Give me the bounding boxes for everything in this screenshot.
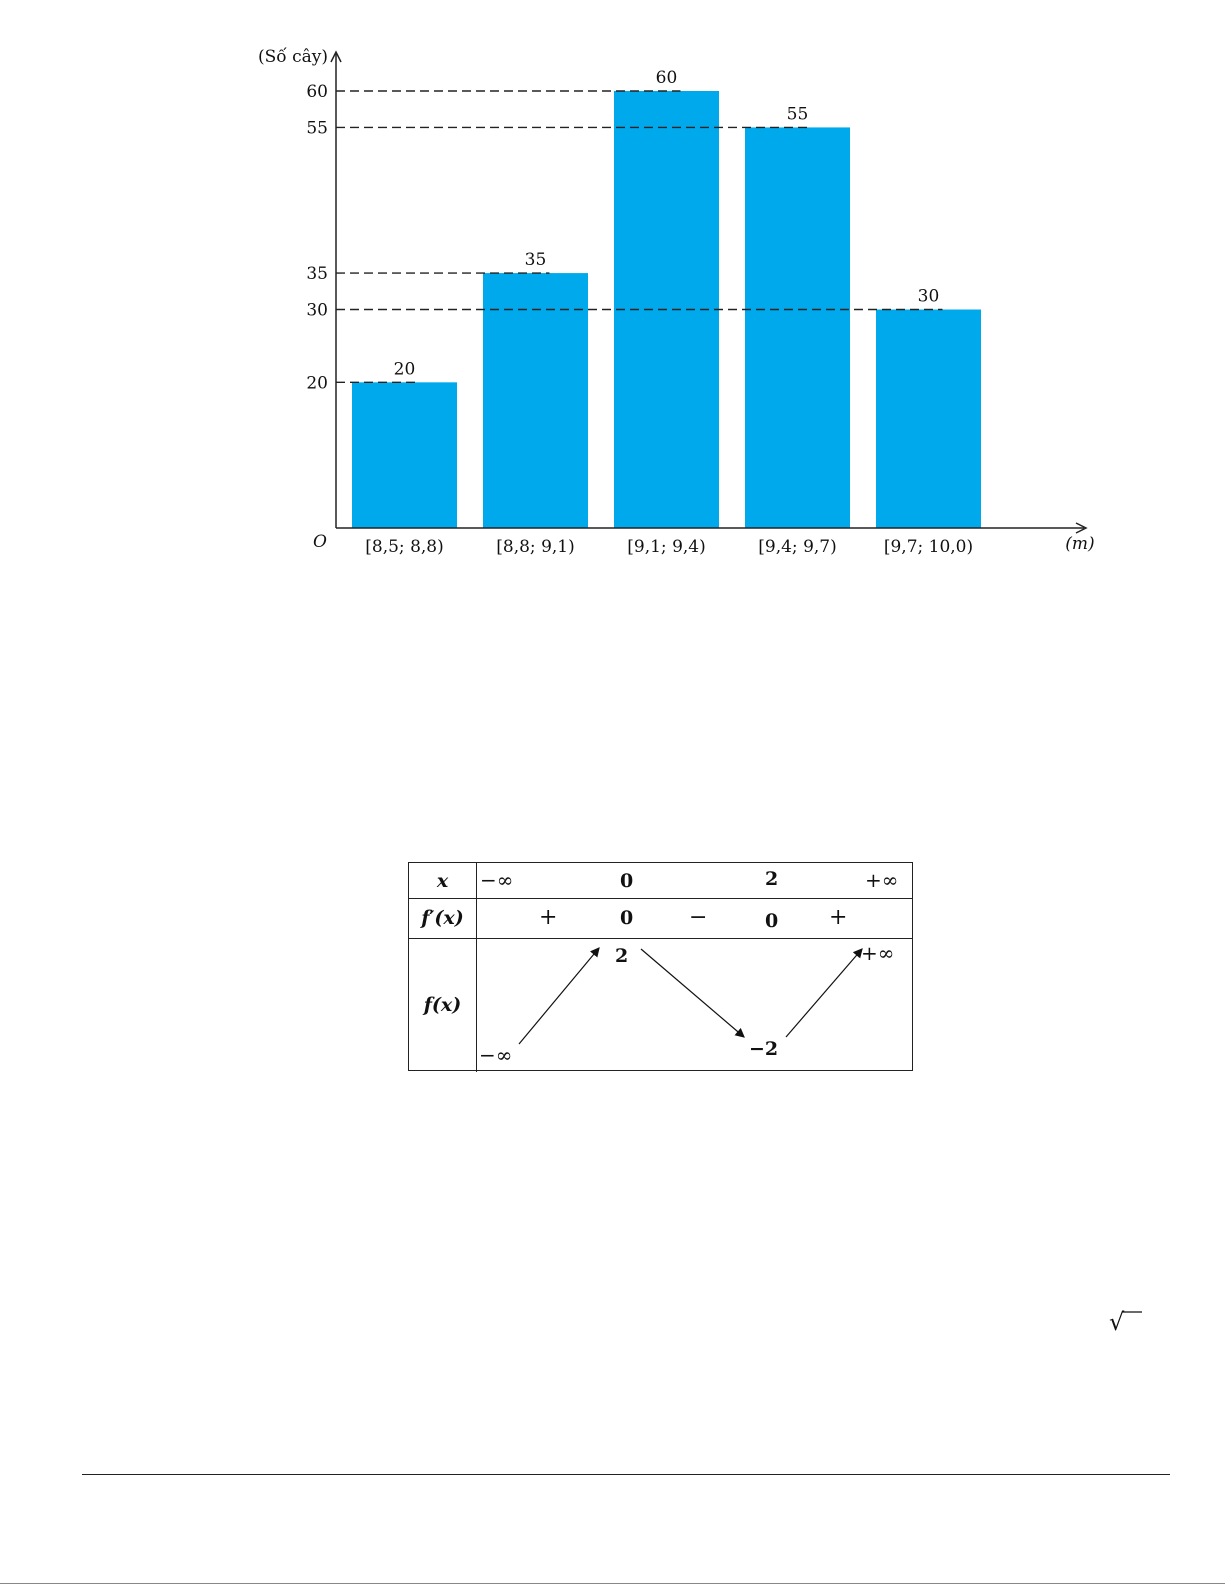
vt-header-fprime: f′(x) [409,898,477,938]
data-label-3: 60 [655,68,678,88]
bottom-rule [0,1583,1225,1584]
vt-fprime-minus: − [689,905,708,930]
footer-rule [82,1474,1170,1475]
x-tick-label-4: [9,4; 9,7) [758,537,837,557]
bar-4 [745,127,850,528]
vt-fprime-zero-1: 0 [620,907,634,929]
vt-fprime-zero-2: 0 [765,910,779,932]
arrow-increase-2 [786,949,862,1037]
vt-x-two: 2 [765,868,779,890]
x-tick-label-5: [9,7; 10,0) [883,537,974,557]
histogram-chart [0,0,1225,580]
vt-f-min-neg2: −2 [749,1038,779,1060]
vt-x-pos-inf: +∞ [865,868,899,892]
arrow-decrease [641,949,744,1037]
vt-f-pos-inf: +∞ [861,941,895,965]
x-tick-labels [365,537,973,557]
vt-header-x: x [409,863,477,898]
bar-1 [352,382,457,528]
data-label-4: 55 [786,104,809,125]
y-tick-label-2: 30 [306,300,328,321]
origin-label: O [313,532,327,552]
vt-header-f: f(x) [409,938,477,1072]
arrow-increase-1 [519,948,599,1044]
vt-x-neg-inf: −∞ [480,868,514,892]
vt-fprime-plus-2: + [829,905,848,930]
y-tick-label-5: 60 [306,82,328,102]
x-axis-label: (m) [1065,534,1095,554]
data-label-1: 20 [393,359,416,380]
variation-table [408,862,913,1071]
vt-f-max-2: 2 [615,945,629,967]
y-tick-label-4: 55 [306,118,328,139]
y-tick-label-3: 35 [306,264,328,285]
x-tick-label-2: [8,8; 9,1) [496,537,575,557]
variation-arrows [409,863,914,1072]
sqrt-overline [1122,1310,1144,1314]
y-axis-label: (Số cây) [258,47,328,67]
data-label-2: 35 [524,250,547,271]
sqrt-symbol: √ [1109,1308,1125,1336]
bar-5 [876,310,981,529]
y-tick-labels [306,82,328,393]
vt-fprime-plus-1: + [539,905,558,930]
x-tick-label-3: [9,1; 9,4) [627,537,706,557]
y-tick-label-1: 20 [306,373,328,394]
vt-x-zero: 0 [620,870,634,892]
x-tick-label-1: [8,5; 8,8) [365,537,444,557]
bar-2 [483,273,588,528]
data-label-5: 30 [917,286,940,307]
vt-f-neg-inf: −∞ [479,1043,513,1067]
